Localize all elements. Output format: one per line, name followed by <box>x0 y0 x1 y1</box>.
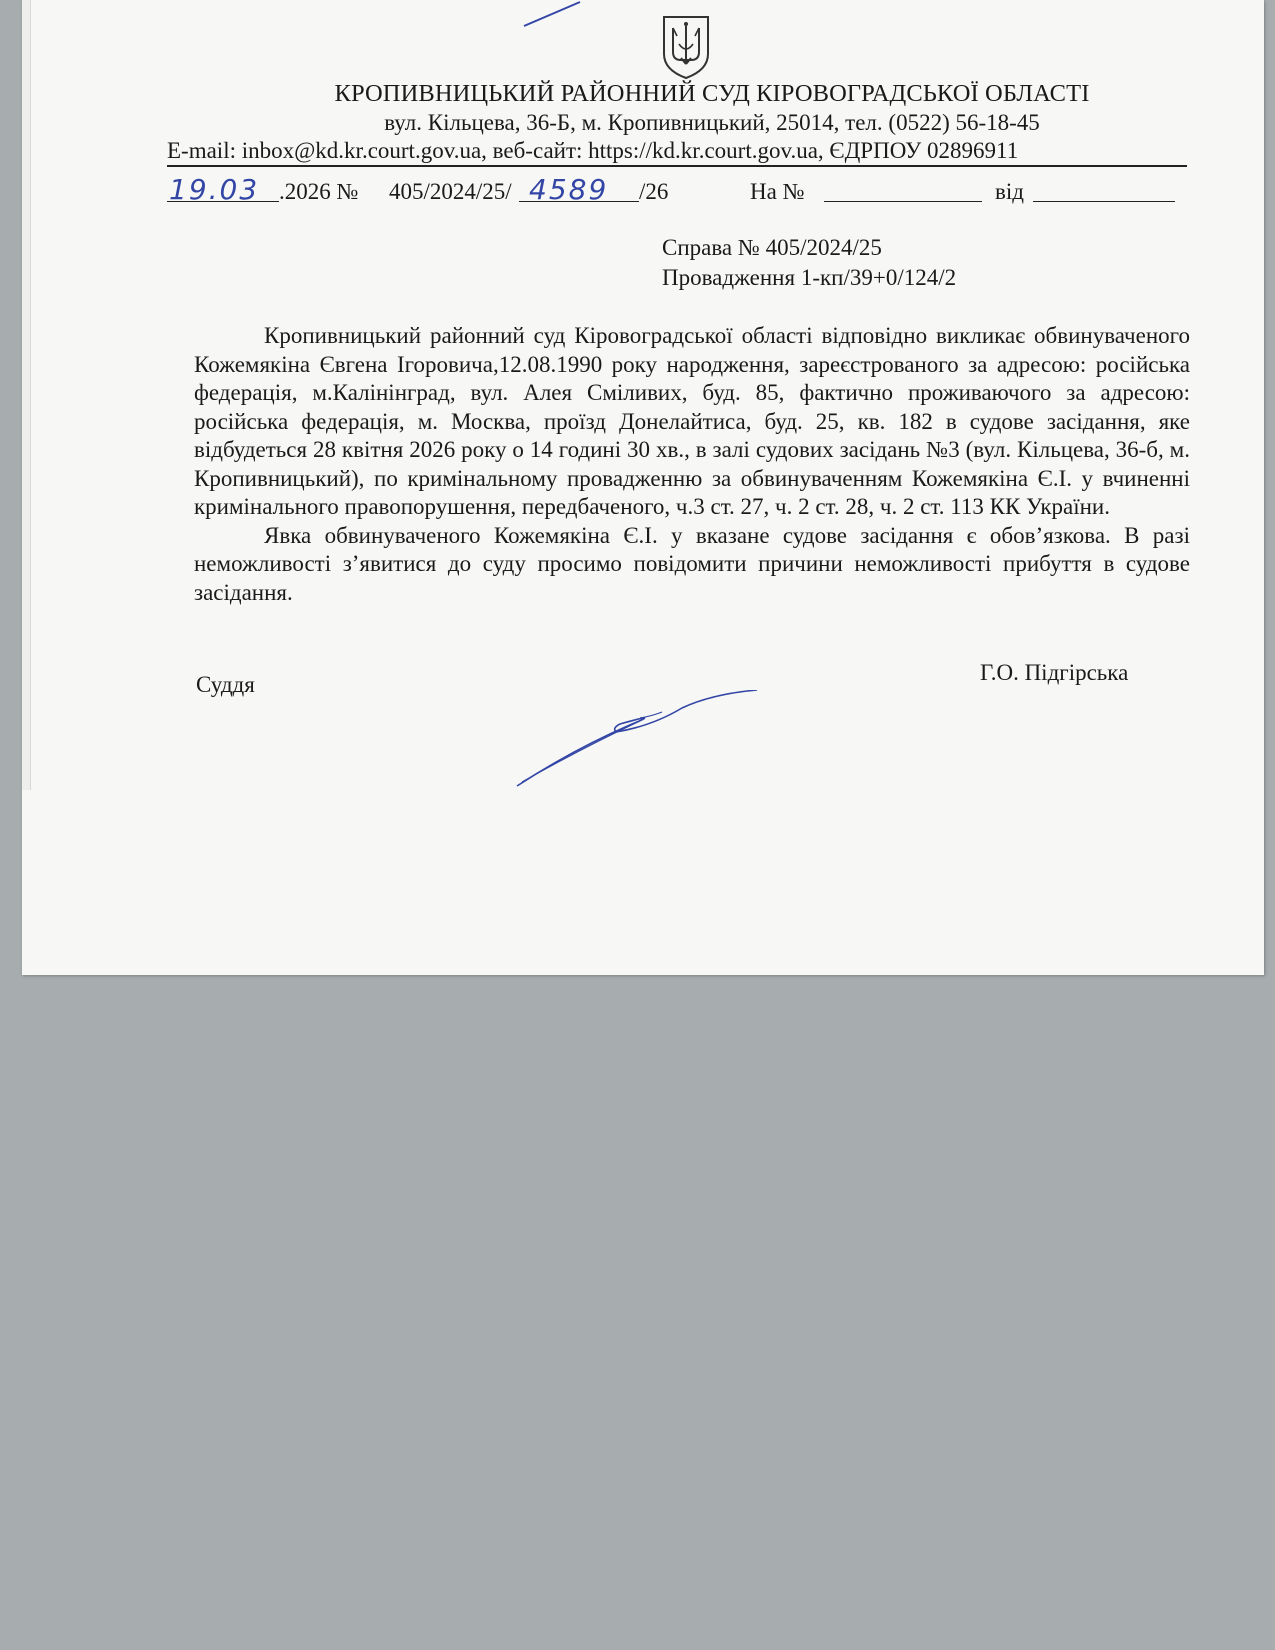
header-divider <box>167 165 1187 167</box>
from-label: від <box>995 179 1024 204</box>
court-name: КРОПИВНИЦЬКИЙ РАЙОННИЙ СУД КІРОВОГРАДСЬКОЇ ОБЛАСТІ <box>334 80 1090 107</box>
case-reference <box>662 233 956 293</box>
date-suffix: .2026 № <box>279 179 359 204</box>
reply-number-blank <box>824 177 982 202</box>
handwritten-date: 19.03 <box>169 173 260 206</box>
trident-coat-of-arms-icon <box>659 14 713 80</box>
document-page <box>22 0 1264 975</box>
number-prefix: 405/2024/25/ <box>389 179 512 204</box>
court-contacts: E-mail: inbox@kd.kr.court.gov.ua, веб-сайт: https://kd.kr.court.gov.ua, ЄДРПОУ 02896911 <box>167 138 1019 163</box>
handwritten-number: 4589 <box>529 173 609 206</box>
court-address: вул. Кільцева, 36-Б, м. Кропивницький, 25014, тел. (0522) 56-18-45 <box>384 110 1040 135</box>
attendance-paragraph: Явка обвинуваченого Кожемякіна Є.І. у вказане судове засідання є обов’язкова. В разі неможливості з’явитися до суду просимо повідомити причини неможливості прибуття в судове засідання. <box>194 522 1190 605</box>
judge-role: Суддя <box>196 672 255 697</box>
handwritten-signature <box>512 690 772 790</box>
summons-body <box>194 322 1190 607</box>
judge-name: Г.О. Підгірська <box>980 660 1129 685</box>
outgoing-number-line <box>167 173 1197 209</box>
proceeding-number: Провадження 1-кп/39+0/124/2 <box>662 265 957 290</box>
case-number: Справа № 405/2024/25 <box>662 235 882 260</box>
reply-date-blank <box>1033 177 1175 202</box>
number-suffix: /26 <box>639 179 669 204</box>
pen-mark-icon <box>522 0 582 28</box>
summons-paragraph: Кропивницький районний суд Кіровоградської області відповідно викликає обвинуваченого Кожемякіна Євгена Ігоровича,12.08.1990 року народження, зареєстрованого за адресою: російська федерація, м.Калінінград, вул. Алея Сміливих, буд. 85, фактично проживаючого за адресою: російська федерація, м. Москва, проїзд Донелайтиса, буд. 25, кв. 182 в судове засідання, яке відбудеться 28 квітня 2026 року о 14 годині 30 хв., в залі судових засідань №3 (вул. Кільцева, 36-б, м. Кропивницький), по кримінальному провадженню за обвинуваченням Кожемякіна Є.І. у вчиненні кримінального правопорушення, передбаченого, ч.3 ст. 27, ч. 2 ст. 28, ч. 2 ст. 113 КК України. <box>194 323 1190 519</box>
reply-label: На № <box>750 179 805 204</box>
